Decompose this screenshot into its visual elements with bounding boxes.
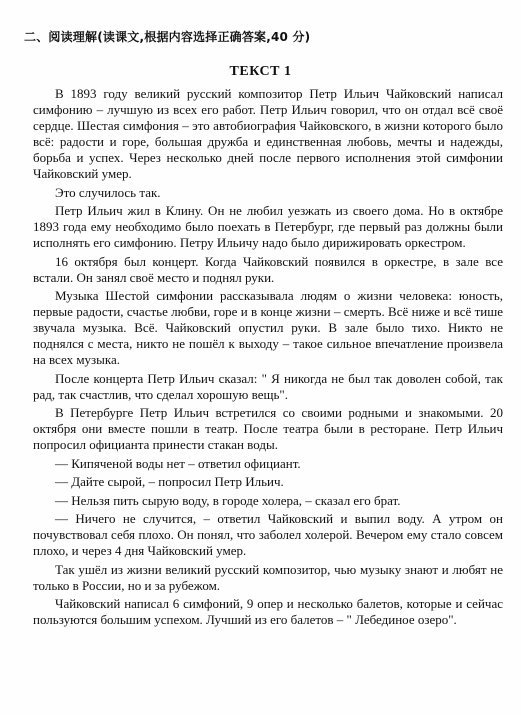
text-title: ТЕКСТ 1	[229, 64, 292, 79]
paragraph: Так ушёл из жизни великий русский композитор, чью музыку знают и любят не только в России, но и за рубежом.	[33, 561, 503, 593]
section-header: 二、阅读理解(读课文,根据内容选择正确答案,40 分)	[24, 30, 311, 44]
paragraph: После концерта Петр Ильич сказал: " Я никогда не был так доволен собой, так рад, так счастлив, что сделал хорошую вещь".	[33, 370, 503, 402]
dialogue-line: — Нельзя пить сырую воду, в городе холера, – сказал его брат.	[55, 492, 401, 508]
dialogue-line: — Дайте сырой, – попросил Петр Ильич.	[55, 474, 284, 489]
paragraph: Чайковский написал 6 симфоний, 9 опер и несколько балетов, которые и сейчас пользуются большим успехом. Лучший из его балетов – " Лебединое озеро".	[33, 596, 503, 627]
dialogue-line: — Ничего не случится, – ответил Чайковский и выпил воду. А утром он почувствовал себя плохо. Он понял, что заболел холерой. Вечером ему стало совсем плохо, и через 4 дня Чайковский умер.	[33, 511, 503, 558]
paragraph: В Петербурге Петр Ильич встретился со своими родными и знакомыми. 20 октября они вместе пошли в театр. После театра были в ресторане. Петр Ильич попросил официанта принести стакан воды.	[33, 405, 503, 452]
paragraph: Петр Ильич жил в Клину. Он не любил уезжать из своего дома. Но в октябре 1893 года ему необходимо было поехать в Петербург, где первый раз должны были исполнять его симфонию. Петру Ильичу надо было дирижировать оркестром.	[33, 203, 503, 250]
paragraph: В 1893 году великий русский композитор Петр Ильич Чайковский написал симфонию – лучшую из всех его работ. Петр Ильич говорил, что он отдал всё своё сердце. Шестая симфония – это автобиография Чайковского, в жизни которого было всё: радости и горе, большая дружба и единственная любовь, мечты и надежды, борьба и успех. Через несколько дней после первого исполнения этой симфонии Чайковский умер.	[33, 86, 503, 181]
paragraph: 16 октября был концерт. Когда Чайковский появился в оркестре, в зале все встали. Он занял своё место и поднял руки.	[33, 253, 503, 285]
dialogue-line: — Кипяченой воды нет – ответил официант.	[55, 455, 301, 471]
text-body	[33, 86, 503, 631]
paragraph: Музыка Шестой симфонии рассказывала людям о жизни человека: юность, первые радости, счастье любви, горе и в конце жизни – смерть. Всё ниже и всё тише звучала музыка. Всё. Чайковский опустил руки. В зале было тихо. Никто не поднялся с места, никто не пошёл к выходу – такое сильное впечатление произвела на всех музыка.	[33, 288, 503, 367]
paragraph: Это случилось так.	[55, 184, 161, 200]
